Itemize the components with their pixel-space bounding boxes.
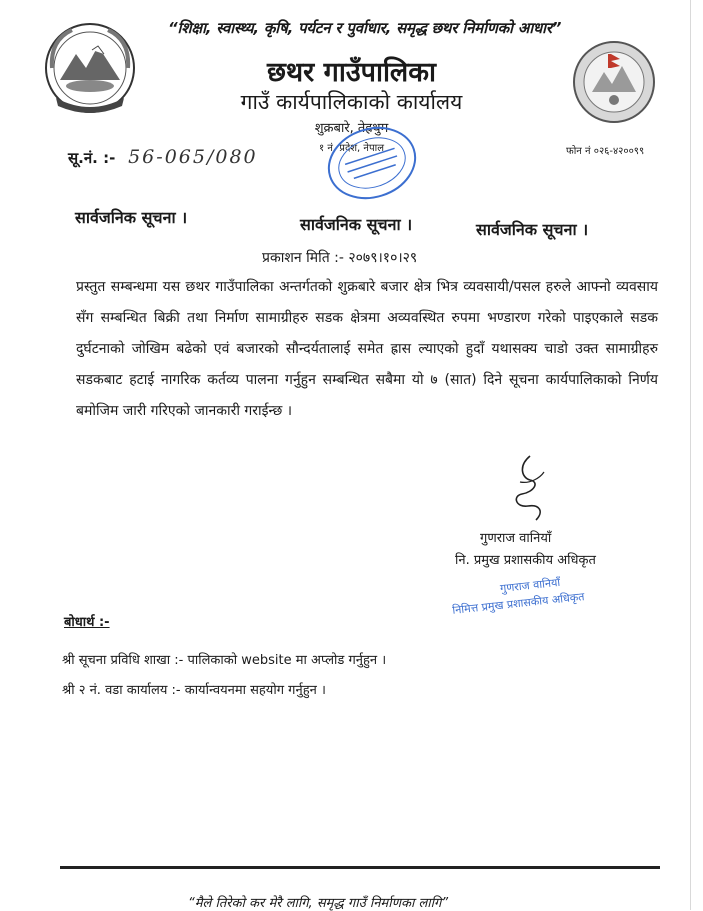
reference-label: सू.नं. :-	[68, 149, 116, 167]
phone-number: फोन नं ०२६-४२००९९	[566, 146, 645, 157]
notice-body: प्रस्तुत सम्बन्धमा यस छथर गाउँपालिका अन्तर्गतको शुक्रबारे बजार क्षेत्र भित्र व्यवसायी/पसल हरुले आफ्नो व्यवसाय सँग सम्बन्धित बिक्री तथा निर्माण सामाग्रीहरु सडक क्षेत्रमा अव्यवस्थित रुपमा भण्डारण गरेको पाइएकाले सडक दुर्घटनाको जोखिम बढेको एवं बजारको सौन्दर्यतालाई समेत ह्रास ल्याएको हुदाँ यथासक्य चाडो उक्त सामाग्रीहरु सडकबाट हटाई नागरिक कर्तव्य पालना गर्नुहुन सम्बन्धित सबैमा यो ७ (सात) दिने सूचना कार्यपालिकाको निर्णय बमोजिम जारी गरिएको जानकारी गराईन्छ ।	[76, 279, 658, 419]
cc-item: श्री २ नं. वडा कार्यालय :- कार्यान्वयनमा सहयोग गर्नुहुन ।	[62, 683, 326, 698]
stamp-name: गुणराज वानियाँ	[499, 575, 561, 596]
office-stamp-icon	[322, 120, 422, 206]
motto: “शिक्षा, स्वास्थ्य, कृषि, पर्यटन र पुर्वाधार, समृद्ध छथर निर्माणको आधार”	[168, 19, 562, 37]
province: १ नं. प्रदेश, नेपाल	[318, 143, 385, 154]
org-title: छथर गाउँपालिका	[267, 57, 436, 88]
office-address: शुक्रबारे, तेह्रथुम	[314, 121, 389, 136]
notice-heading-3: सार्वजनिक सूचना ।	[476, 220, 589, 239]
scan-edge	[690, 0, 691, 910]
cc-label: बोधार्थ :-	[64, 615, 110, 630]
office-name: गाउँ कार्यपालिकाको कार्यालय	[240, 90, 463, 114]
notice-heading-2: सार्वजनिक सूचना ।	[300, 215, 413, 234]
signatory-title: नि. प्रमुख प्रशासकीय अधिकृत	[455, 553, 596, 568]
publication-date: प्रकाशन मिति :- २०७९।१०।२९	[262, 250, 418, 266]
reference-handwritten: 56-065/080	[128, 146, 258, 168]
footer-divider	[60, 866, 660, 869]
stamp-title: निमित्त प्रमुख प्रशासकीय अधिकृत	[451, 590, 586, 617]
cc-item: श्री सूचना प्रविधि शाखा :- पालिकाको website मा अप्लोड गर्नुहुन ।	[62, 653, 387, 668]
municipality-logo-icon	[572, 40, 656, 124]
footer-slogan: “मैले तिरेको कर मेरै लागि, समृद्ध गाउँ निर्माणका लागि”	[188, 896, 449, 911]
signatory-name: गुणराज वानियाँ	[480, 531, 552, 546]
notice-heading-1: सार्वजनिक सूचना ।	[75, 208, 188, 227]
reference-number	[68, 146, 258, 168]
signature-icon	[500, 452, 560, 524]
